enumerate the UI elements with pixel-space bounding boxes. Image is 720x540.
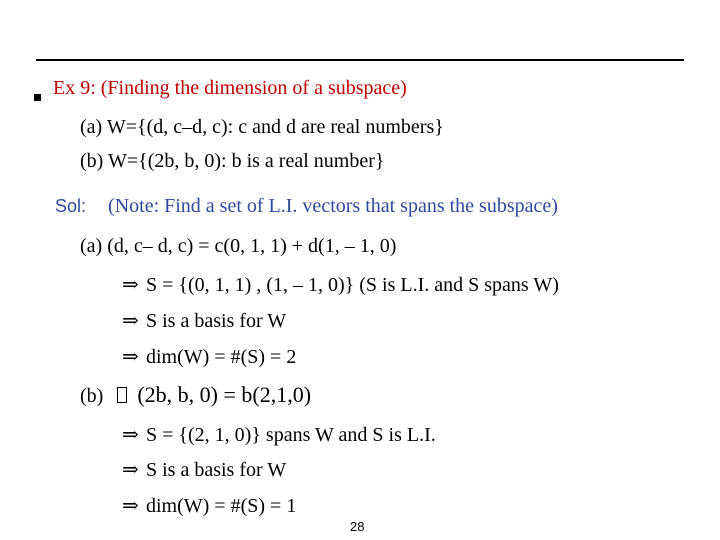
implies-icon: ⇒ [122,310,139,332]
implies-icon: ⇒ [122,495,139,517]
solution-b-label: (b) [80,385,104,407]
solution-b-basis: S is a basis for W [146,459,287,481]
implies-icon: ⇒ [122,274,139,296]
page-number: 28 [350,519,365,534]
solution-b-set: S = {(2, 1, 0)} spans W and S is L.I. [146,424,436,446]
solution-a-step-2 [122,309,286,333]
solution-b-dimension: dim(W) = #(S) = 1 [146,495,297,517]
solution-a-step-3 [122,345,296,369]
problem-part-b: (b) W={(2b, b, 0): b is a real number} [80,150,385,172]
solution-b-line [80,383,311,408]
solution-note: (Note: Find a set of L.I. vectors that spans the subspace) [108,195,558,217]
empty-box-icon [117,387,127,403]
square-bullet-icon [34,94,41,101]
solution-a-dimension: dim(W) = #(S) = 2 [146,346,297,368]
implies-icon: ⇒ [122,346,139,368]
solution-b-formula: (2b, b, 0) = b(2,1,0) [137,382,312,407]
problem-part-a: (a) W={(d, c–d, c): c and d are real numbers} [80,116,444,138]
solution-b-step-2 [122,458,286,482]
implies-icon: ⇒ [122,424,139,446]
example-title: Ex 9: (Finding the dimension of a subspace) [53,77,407,99]
title-divider [36,59,684,61]
solution-header [55,194,558,218]
solution-b-step-3 [122,494,296,518]
solution-a-basis: S is a basis for W [146,310,287,332]
implies-icon: ⇒ [122,459,139,481]
solution-a-equation: (a) (d, c– d, c) = c(0, 1, 1) + d(1, – 1, 0) [80,235,397,257]
solution-a-step-1 [122,273,559,297]
sol-label: Sol: [55,196,87,216]
solution-a-set: S = {(0, 1, 1) , (1, – 1, 0)} (S is L.I. and S spans W) [146,274,559,296]
solution-b-step-1 [122,423,436,447]
